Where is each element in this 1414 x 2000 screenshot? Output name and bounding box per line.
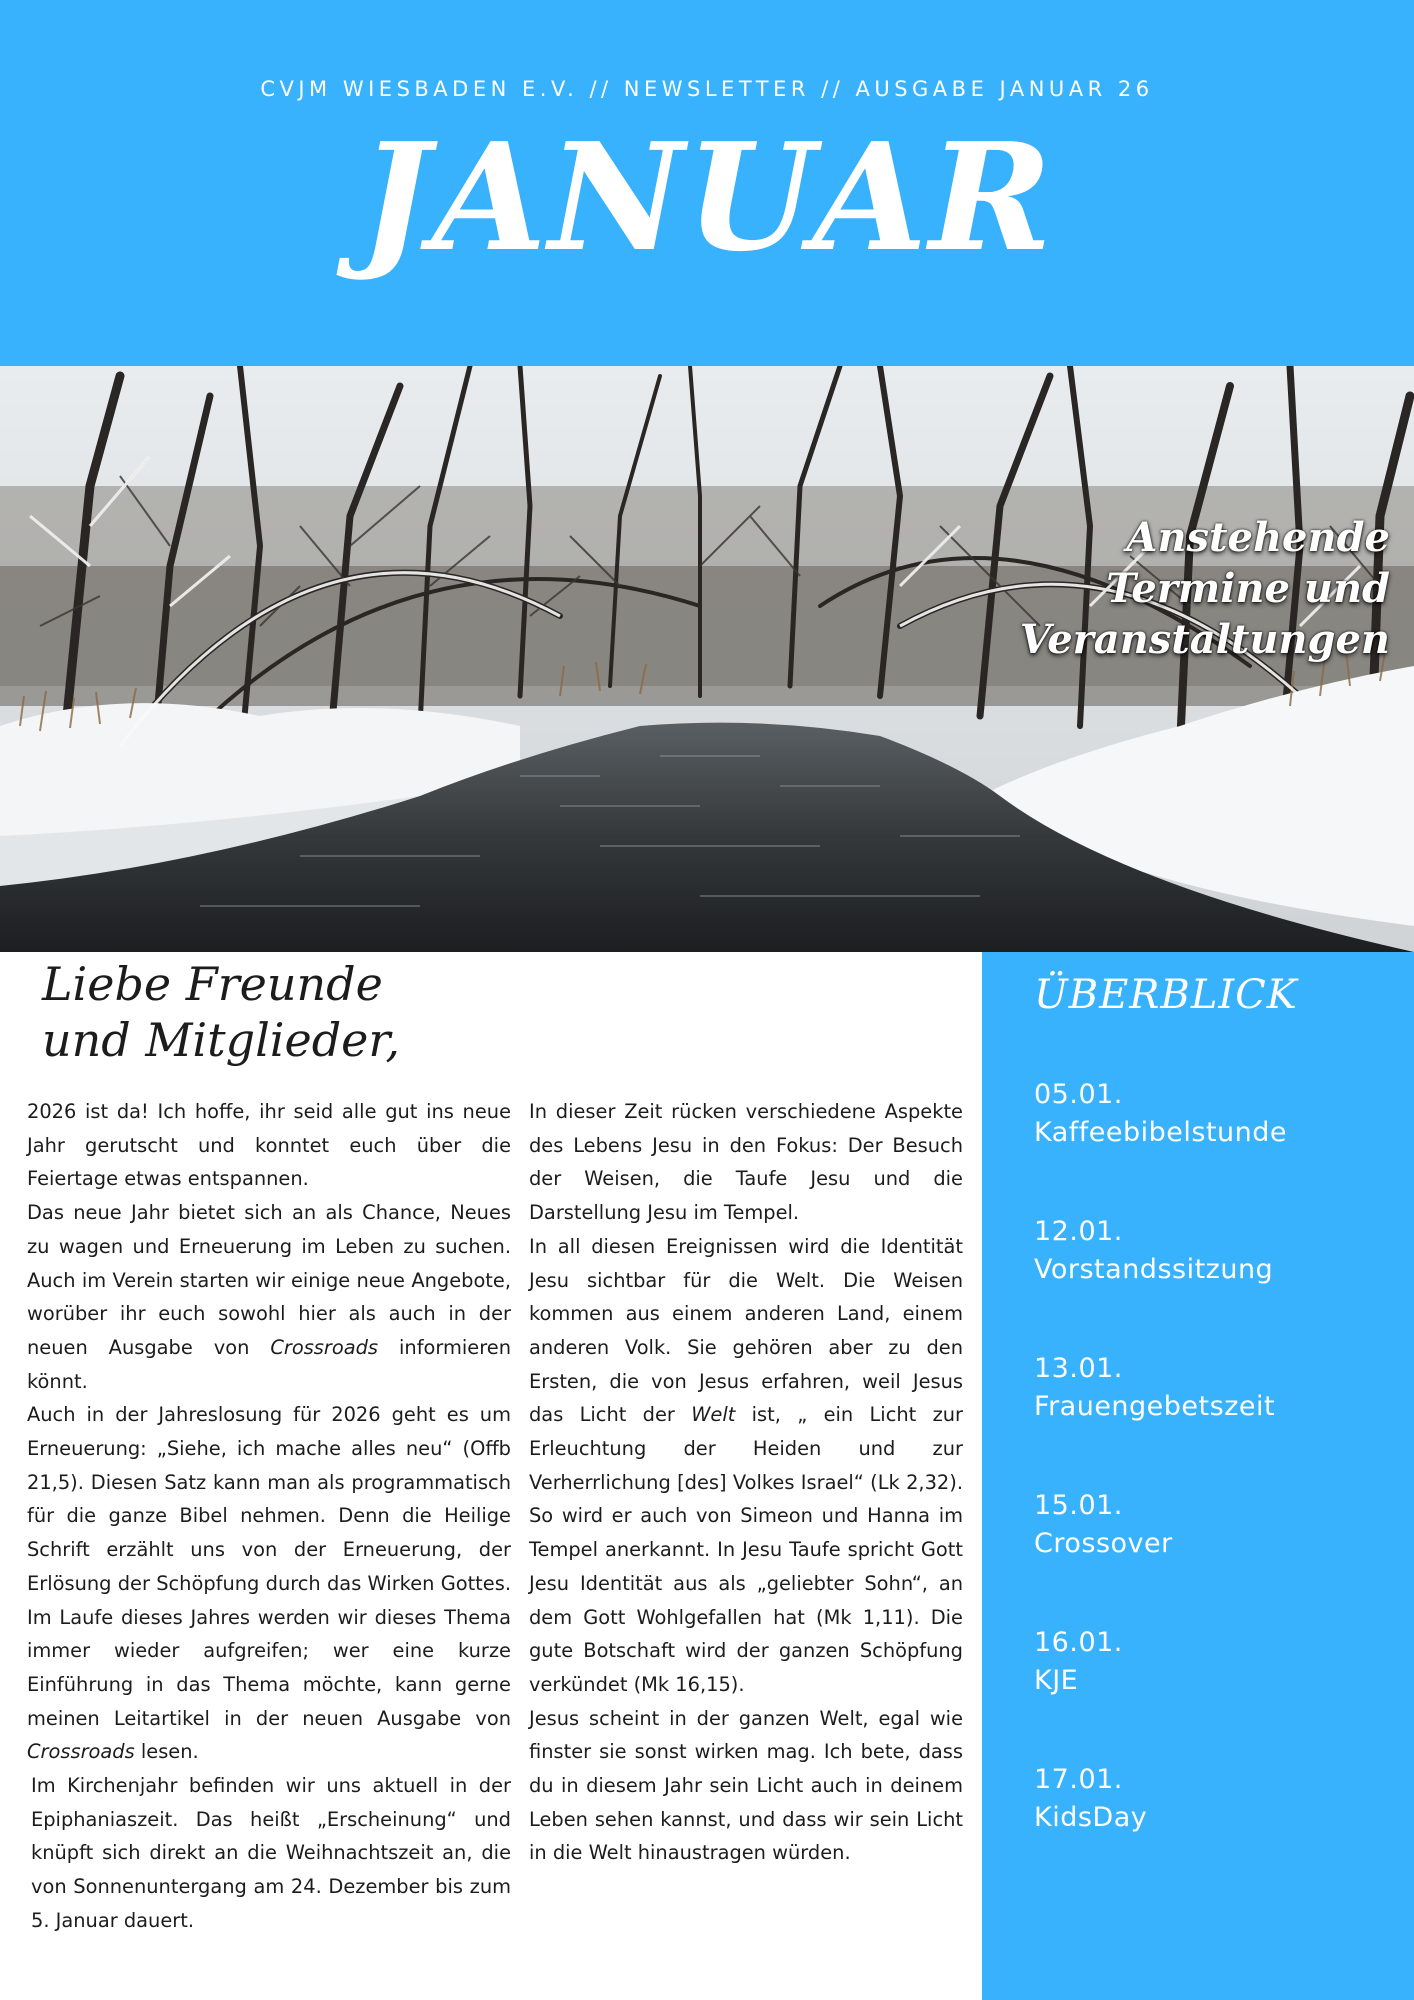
event-item (1034, 1624, 1123, 1700)
hero-caption-line: Termine und (1106, 565, 1390, 612)
hero-caption-line: Veranstaltungen (1019, 616, 1390, 663)
newsletter-kicker: CVJM WIESBADEN E.V. // NEWSLETTER // AUSGABE JANUAR 26 (260, 77, 1154, 101)
event-date: 13.01. (1034, 1353, 1123, 1384)
event-date: 15.01. (1034, 1490, 1123, 1521)
event-item (1034, 1487, 1173, 1563)
paragraph-text: Auch in der Jahreslosung für 2026 geht es um Erneuerung: „Siehe, ich mache alles neu“ (Offb 21,5). Diesen Satz kann man als programmatisch für die ganze Bibel nehmen. Denn die Heilige Schrift erzählt uns von der Erneuerung, der Erlösung der Schöpfung durch das Wirken Gottes. Im Laufe dieses Jahres werden wir dieses Thema immer wieder aufgreifen; wer eine kurze Einführung in das Thema möchte, kann gerne meinen Leitartikel in der neuen Ausgabe von (27, 1403, 511, 1730)
paragraph: Im Kirchenjahr befinden wir uns aktuell in der Epiphaniaszeit. Das heißt „Erscheinung“ und knüpft sich direkt an die Weihnachtszeit an, die von Sonnenuntergang am 24. Dezember bis zum 5. Januar dauert. (31, 1774, 511, 1932)
emphasis-word: Welt (691, 1403, 736, 1427)
publication-name: Crossroads (270, 1335, 379, 1359)
hero-caption (970, 512, 1390, 665)
overview-sidebar (982, 952, 1414, 2000)
event-date: 16.01. (1034, 1627, 1123, 1658)
event-item (1034, 1761, 1147, 1837)
greeting-line: Liebe Freunde (42, 957, 383, 1011)
paragraph-text: ist, „ ein Licht zur Erleuchtung der Heiden und zur Verherrlichung [des] Volkes Israel“ (Lk 2,32). So wird er auch von Simeon und Hanna im Tempel anerkannt. In Jesu Taufe spricht Gott Jesu Identität aus als „geliebter Sohn“, an dem Gott Wohlgefallen hat (Mk 1,11). Die gute Botschaft wird der ganzen Schöpfung verkündet (Mk 16,15). (529, 1403, 964, 1696)
hero-caption-line: Anstehende (1126, 514, 1390, 561)
paragraph-text: In all diesen Ereignissen wird die Identität Jesu sichtbar für die Welt. Die Weisen kommen aus einem anderen Land, einem anderen Volk. Sie gehören aber zu den Ersten, die von Jesus erfahren, weil Jesus das Licht der (529, 1234, 963, 1427)
header-banner (0, 0, 1414, 366)
paragraph-text: Das neue Jahr bietet sich an als Chance, Neues zu wagen und Erneuerung im Leben zu suchen. Auch im Verein starten wir einige neue Angebote, worüber ihr euch sowohl hier als auch in der neuen Ausgabe von (27, 1201, 511, 1359)
paragraph-text: informieren könnt. (27, 1335, 511, 1393)
event-name: KidsDay (1034, 1802, 1148, 1833)
paragraph: In dieser Zeit rücken verschiedene Aspekte des Lebens Jesu in den Fokus: Der Besuch der Weisen, die Taufe Jesu und die Darstellung Jesu im Tempel. (529, 1100, 963, 1225)
paragraph (529, 1230, 963, 1702)
sidebar-title: ÜBERBLICK (1034, 972, 1298, 1018)
paragraph: 2026 ist da! Ich hoffe, ihr seid alle gut ins neue Jahr gerutscht und konntet euch über die Feiertage etwas entspannen. (27, 1100, 511, 1191)
hero-image (0, 366, 1414, 952)
event-name: Frauengebetszeit (1034, 1391, 1276, 1422)
event-date: 05.01. (1034, 1079, 1123, 1110)
greeting-line: und Mitglieder, (42, 1013, 400, 1067)
event-name: Vorstandssitzung (1034, 1254, 1274, 1285)
event-item (1034, 1213, 1273, 1289)
paragraph: Jesus scheint in der ganzen Welt, egal wie finster sie sonst wirken mag. Ich bete, dass du in diesem Jahr sein Licht auch in deinem Leben sehen kannst, und dass wir sein Licht in die Welt hinaustragen würden. (529, 1706, 963, 1865)
article-column-left (27, 1095, 511, 1938)
event-name: Kaffeebibelstunde (1034, 1117, 1288, 1148)
greeting-heading (42, 956, 522, 1068)
paragraph (27, 1196, 511, 1398)
event-item (1034, 1350, 1275, 1426)
event-date: 12.01. (1034, 1216, 1123, 1247)
paragraph-text: lesen. (140, 1740, 199, 1764)
article-column-right (529, 1095, 963, 1870)
event-name: KJE (1034, 1665, 1079, 1696)
publication-name: Crossroads (27, 1740, 135, 1764)
paragraph (27, 1398, 511, 1769)
event-item (1034, 1076, 1287, 1152)
masthead-title: JANUAR (359, 110, 1055, 284)
event-date: 17.01. (1034, 1764, 1123, 1795)
event-name: Crossover (1034, 1528, 1173, 1559)
